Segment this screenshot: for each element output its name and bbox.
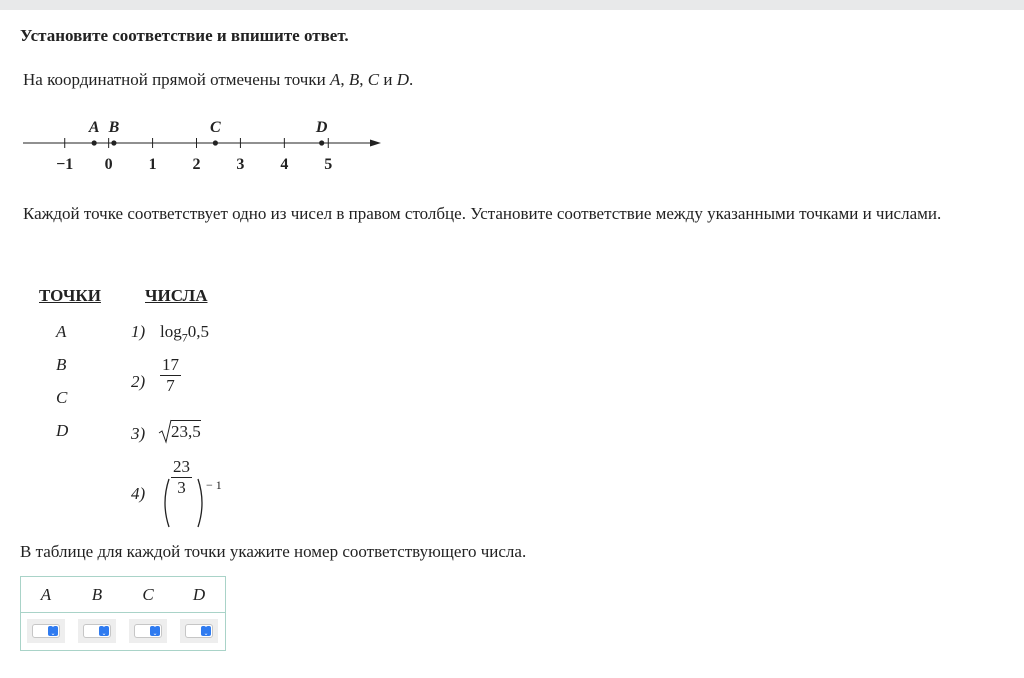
point-a-marker <box>92 140 97 145</box>
tick-label: −1 <box>56 156 74 173</box>
point-b-marker <box>111 140 116 145</box>
sqrt-sign-icon <box>158 418 172 444</box>
answer-table <box>20 576 226 651</box>
answer-select-d[interactable] <box>185 624 213 638</box>
answer-header-b: B <box>91 585 103 604</box>
option-4-number: 4) <box>131 484 146 503</box>
task-title: Установите соответствие и впишите ответ. <box>20 26 349 45</box>
answer-cell-a <box>27 619 65 643</box>
answer-select-c[interactable] <box>134 624 162 638</box>
tick-label: 1 <box>148 156 157 173</box>
answer-cell-c <box>129 619 167 643</box>
option-2-expression: $\frac{17}{7}$ <box>162 355 179 395</box>
answer-instruction: В таблице для каждой точки укажите номер соответствующего числа. <box>20 542 527 561</box>
select-arrows-icon: ⌃ ⌄ <box>99 626 109 636</box>
answer-table-divider <box>21 612 225 613</box>
point-a-label: A <box>56 322 67 341</box>
answer-select-a[interactable] <box>32 624 60 638</box>
number-line <box>20 112 390 176</box>
top-bar <box>0 0 1024 10</box>
answer-header-d: D <box>192 585 206 604</box>
select-arrows-icon: ⌃ ⌄ <box>201 626 211 636</box>
point-d-marker <box>319 140 324 145</box>
tick-label: 0 <box>104 156 113 173</box>
select-arrows-icon: ⌃ ⌄ <box>48 626 58 636</box>
answer-header-c: C <box>142 585 154 604</box>
option-2-number: 2) <box>131 372 146 391</box>
option-3-number: 3) <box>131 424 146 443</box>
tick-label: 2 <box>192 156 201 173</box>
task-description: Каждой точке соответствует одно из чисел в правом столбце. Установите соответствие между указанными точками и числами. <box>23 204 942 223</box>
option-1-expression: $\log_70,5$ <box>160 322 209 345</box>
numbers-column-header: ЧИСЛА <box>145 286 208 305</box>
point-d-label: D <box>56 421 69 440</box>
intro-text: На координатной прямой отмечены точки A, B, C и D. <box>23 70 414 89</box>
point-c-label: C <box>56 388 68 407</box>
point-a-label: A <box>88 119 100 136</box>
tick-label: 4 <box>280 156 289 173</box>
point-b-label: B <box>56 355 67 374</box>
point-c-label: C <box>210 119 221 136</box>
option-1-number: 1) <box>131 322 146 341</box>
number-line-arrow <box>370 140 381 147</box>
point-b-label: B <box>108 119 120 136</box>
select-arrows-icon: ⌃ ⌄ <box>150 626 160 636</box>
point-c-marker <box>213 140 218 145</box>
tick-label: 3 <box>236 156 245 173</box>
answer-header-a: A <box>40 585 52 604</box>
answer-cell-b <box>78 619 116 643</box>
answer-cell-d <box>180 619 218 643</box>
answer-select-b[interactable] <box>83 624 111 638</box>
option-4-expression: $\frac{23}{3}$ − 1 <box>158 457 238 529</box>
point-d-label: D <box>315 119 328 136</box>
points-column-header: ТОЧКИ <box>39 286 101 305</box>
tick-label: 5 <box>324 156 333 173</box>
